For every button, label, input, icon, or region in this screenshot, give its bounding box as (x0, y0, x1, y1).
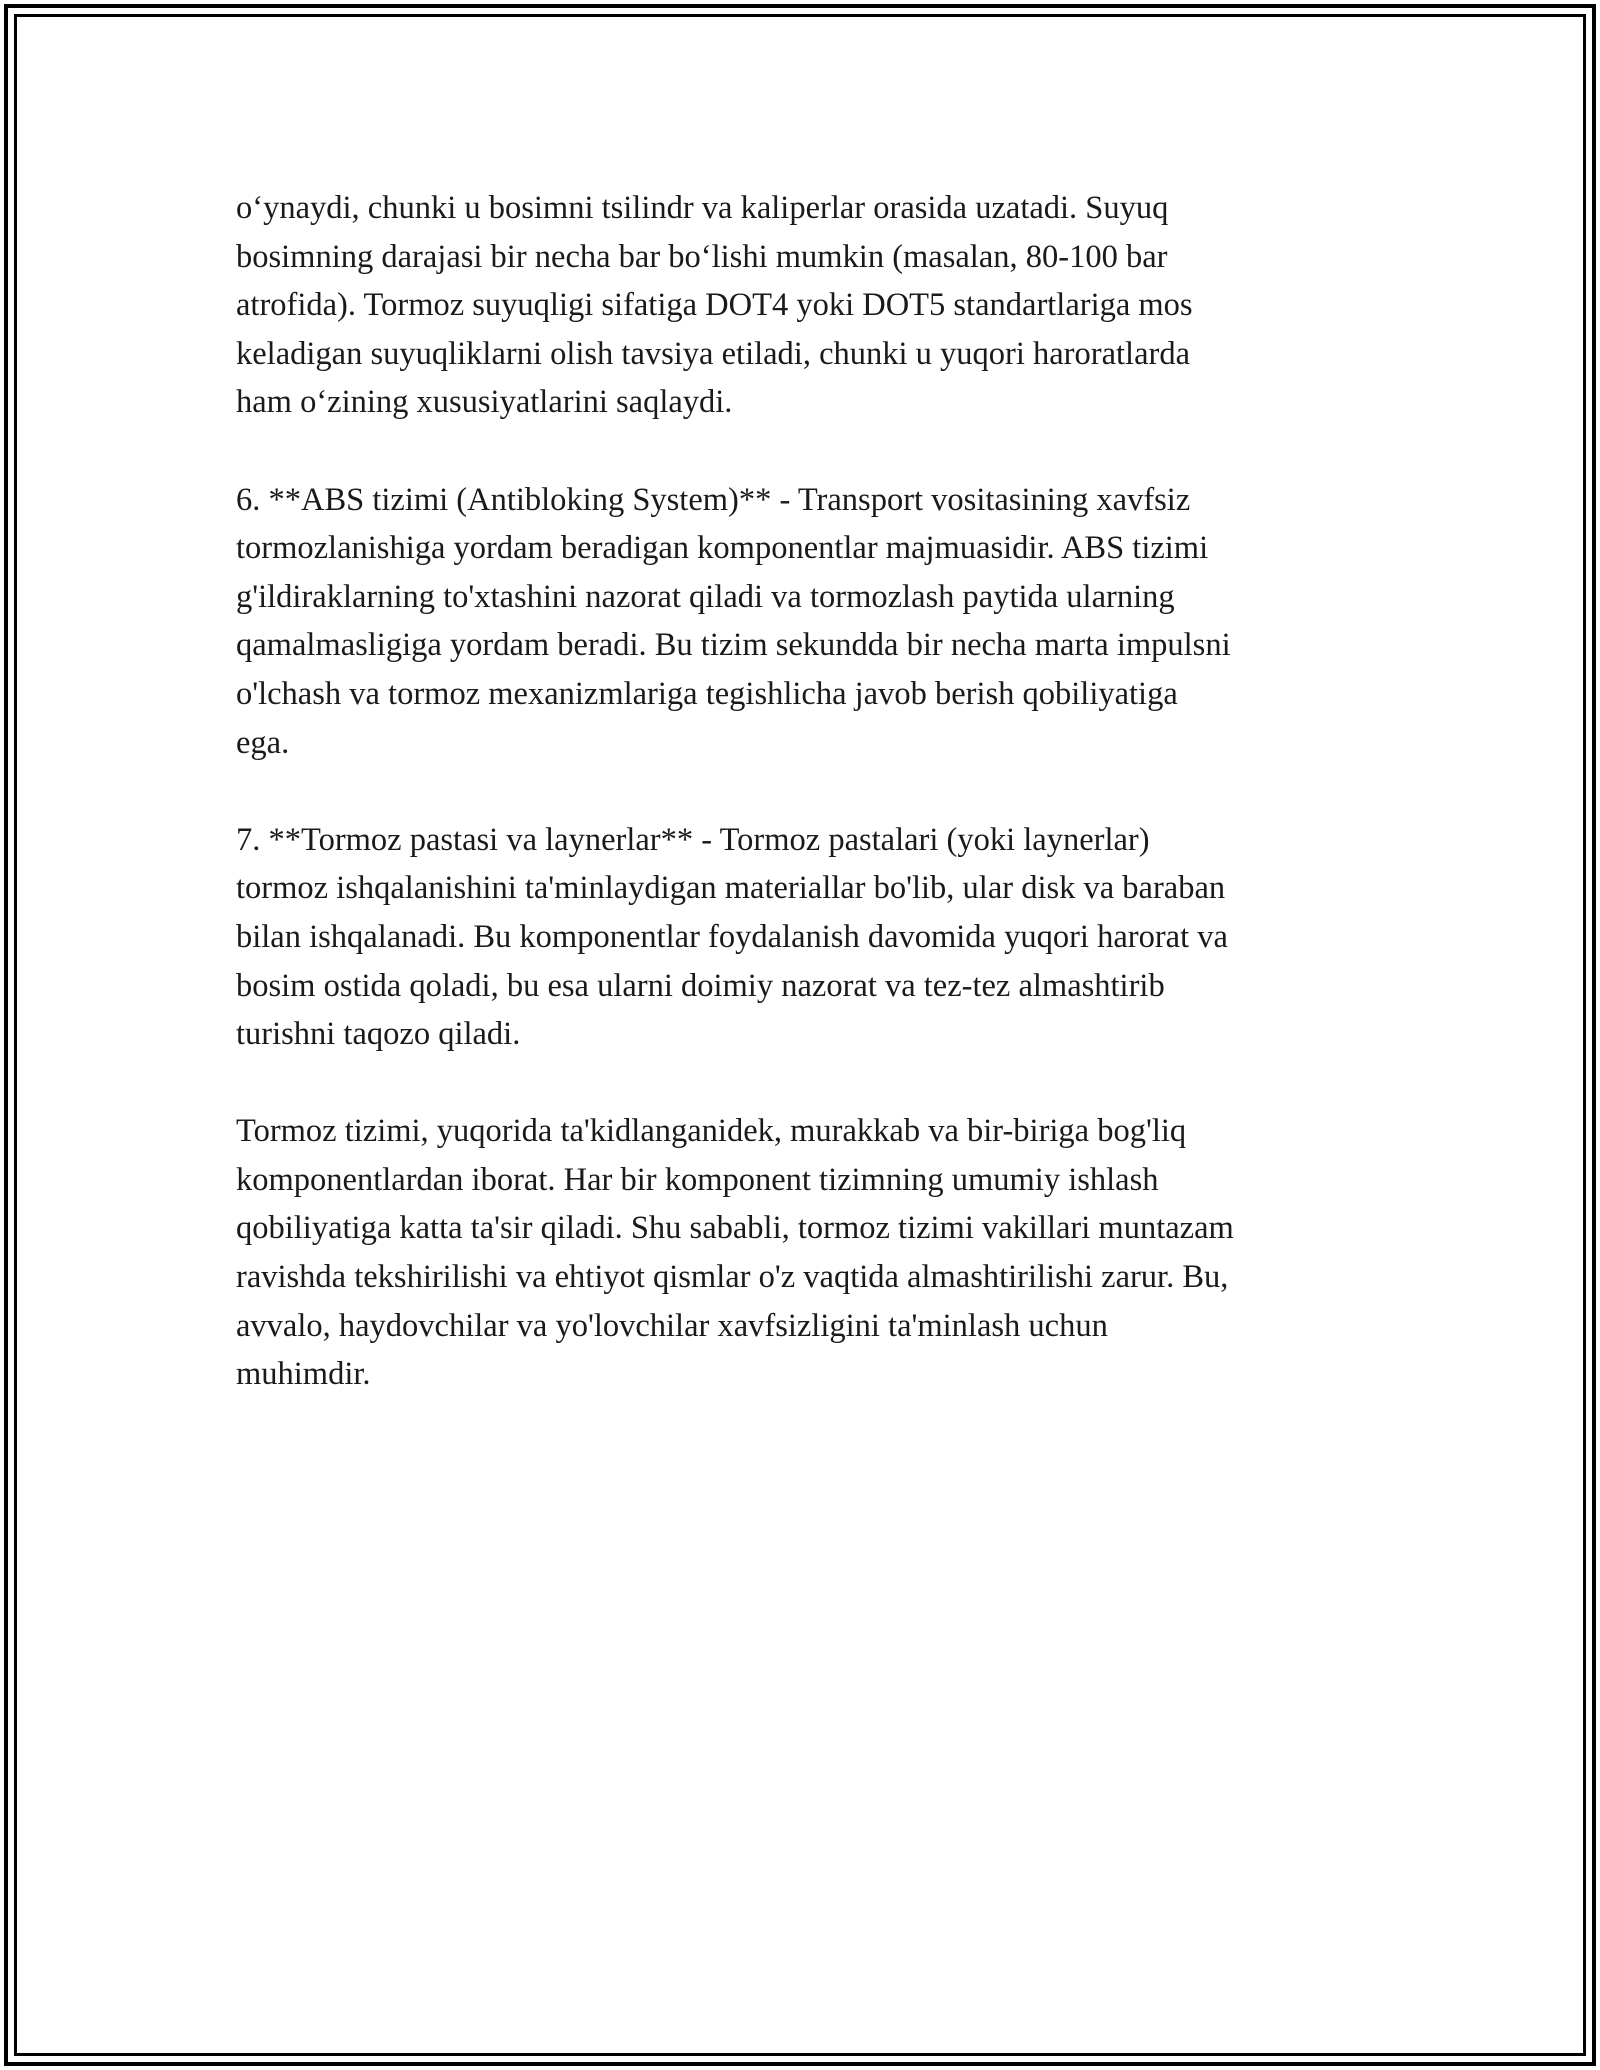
paragraph-conclusion: Tormoz tizimi, yuqorida ta'kidlanganidek, murakkab va bir-biriga bog'liq komponentlardan iborat. Har bir komponent tizimning umumiy ishlash qobiliyatiga katta ta'sir qiladi. Shu sababli, tormoz tizimi vakillari muntazam ravishda tekshirilishi va ehtiyot qismlar o'z vaqtida almashtirilishi zarur. Bu, avvalo, haydovchilar va yo'lovchilar xavfsizligini ta'minlash uchun muhimdir. (236, 1113, 1234, 1393)
paragraph-brake-fluid: o‘ynaydi, chunki u bosimni tsilindr va kaliperlar orasida uzatadi. Suyuq bosimning darajasi bir necha bar bo‘lishi mumkin (masalan, 80-100 bar atrofida). Tormoz suyuqligi sifatiga DOT4 yoki DOT5 standartlariga mos keladigan suyuqliklarni olish tavsiya etiladi, chunki u yuqori haroratlarda ham o‘zining xususiyatlarini saqlaydi. (236, 190, 1193, 421)
paragraph-brake-pads: 7. **Tormoz pastasi va laynerlar** - Tormoz pastalari (yoki laynerlar) tormoz ishqalanishini ta'minlaydigan materiallar bo'lib, ular disk va baraban bilan ishqalanadi. Bu komponentlar foydalanish davomida yuqori harorat va bosim ostida qoladi, bu esa ularni doimiy nazorat va tez-tez almashtirib turishni taqozo qiladi. (236, 821, 1228, 1053)
paragraph-abs-system: 6. **ABS tizimi (Antibloking System)** - Transport vositasining xavfsiz tormozlanishiga yordam beradigan komponentlar majmuasidir. ABS tizimi g'ildiraklarning to'xtashini nazorat qiladi va tormozlash paytida ularning qamalmasligiga yordam beradi. Bu tizim sekundda bir necha marta impulsni o'lchash va tormoz mexanizmlariga tegishlicha javob berish qobiliyatiga ega. (236, 481, 1231, 761)
document-body (236, 184, 1366, 1447)
